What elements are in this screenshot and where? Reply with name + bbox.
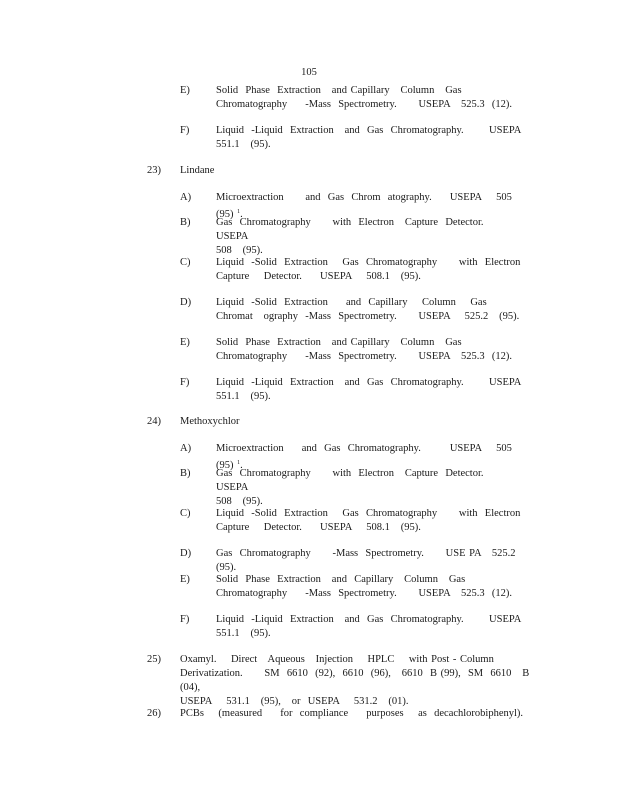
item-text: Gas Chromatography with Electron Capture Detector. USEPA 508 (95). (216, 468, 499, 507)
item-letter: C) (180, 257, 191, 268)
item-letter: A) (180, 443, 192, 454)
footnote-marker: 1 (237, 209, 241, 215)
section-text: Oxamyl. Direct Aqueous Injection HPLC with Post - Column Derivatization. SM 6610 (92), 6610 (96), 6610 B (99), SM 6610 B (04), USEPA 531.1 (95), or USEPA 531.2 (01). (180, 654, 537, 707)
item-text: Liquid -Liquid Extraction and Gas Chromatography. USEPA 551.1 (95). (216, 377, 522, 402)
item-letter: B) (180, 468, 191, 479)
page-number: 105 (301, 67, 317, 78)
item-text: Liquid -Liquid Extraction and Gas Chromatography. USEPA 551.1 (95). (216, 614, 522, 639)
section-number: 25) (147, 654, 161, 665)
item-letter: F) (180, 125, 190, 136)
item-letter: A) (180, 192, 192, 203)
item-text: Liquid -Solid Extraction and Capillary Column Gas Chromat ography -Mass Spectrometry. USEPA 525.2 (95). (216, 297, 520, 322)
section-title: Methoxychlor (180, 416, 240, 427)
item-letter: D) (180, 548, 192, 559)
item-letter: D) (180, 297, 192, 308)
item-text: Gas Chromatography with Electron Capture Detector. USEPA 508 (95). (216, 217, 499, 256)
item-text: Microextraction and Gas Chrom atography. USEPA 505 (95) $^1$. (216, 192, 520, 220)
section-text: PCBs (measured for compliance purposes as decachlorobiphenyl). (180, 708, 524, 719)
item-text: Microextraction and Gas Chromatography. USEPA 505 (95) $^1$. (216, 443, 520, 471)
item-letter: F) (180, 377, 190, 388)
item-letter: E) (180, 85, 190, 96)
item-letter: E) (180, 574, 190, 585)
item-text: Liquid -Solid Extraction Gas Chromatography with Electron Capture Detector. USEPA 508.1 (95). (216, 508, 521, 533)
section-number: 23) (147, 165, 161, 176)
item-letter: F) (180, 614, 190, 625)
item-text: Liquid -Solid Extraction Gas Chromatography with Electron Capture Detector. USEPA 508.1 (95). (216, 257, 521, 282)
section-number: 24) (147, 416, 161, 427)
item-text: Solid Phase Extraction and Capillary Column Gas Chromatography -Mass Spectrometry. USEPA 525.3 (12). (216, 337, 513, 362)
section-number: 26) (147, 708, 161, 719)
item-text: Solid Phase Extraction and Capillary Column Gas Chromatography -Mass Spectrometry. USEPA 525.3 (12). (216, 85, 513, 110)
item-text: Gas Chromatography -Mass Spectrometry. USE PA 525.2 (95). (216, 548, 527, 573)
item-letter: E) (180, 337, 190, 348)
item-text: Liquid -Liquid Extraction and Gas Chromatography. USEPA 551.1 (95). (216, 125, 522, 150)
section-title: Lindane (180, 165, 215, 176)
item-letter: B) (180, 217, 191, 228)
footnote-marker: 1 (237, 460, 241, 466)
item-text: Solid Phase Extraction and Capillary Column Gas Chromatography -Mass Spectrometry. USEPA 525.3 (12). (216, 574, 513, 599)
item-letter: C) (180, 508, 191, 519)
